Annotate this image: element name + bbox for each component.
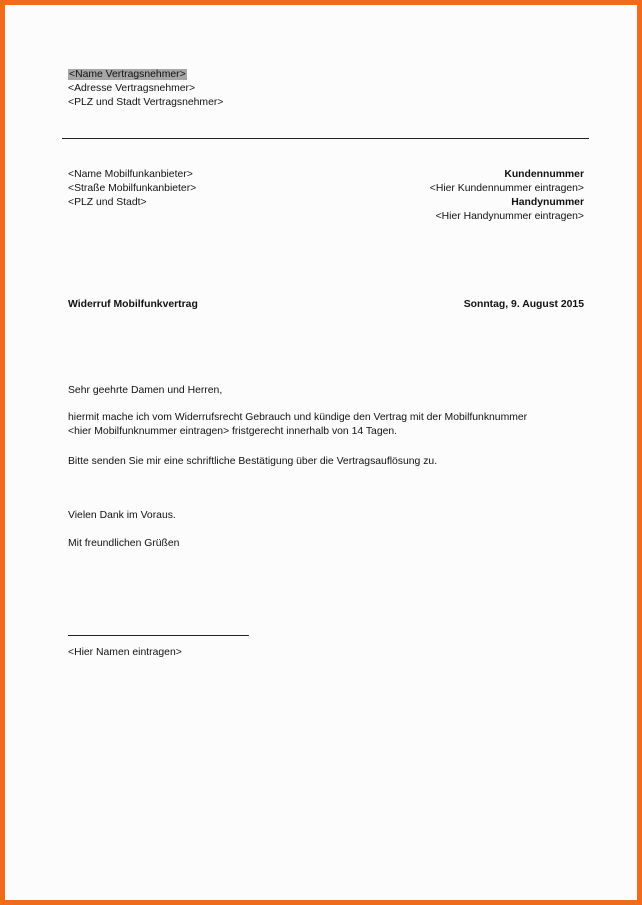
- sender-address: <Adresse Vertragsnehmer>: [68, 83, 196, 94]
- recipient-block: [68, 168, 196, 210]
- recipient-street: <Straße Mobilfunkanbieter>: [68, 183, 197, 194]
- phone-number-value: <Hier Handynummer eintragen>: [435, 211, 584, 222]
- sender-name[interactable]: <Name Vertragsnehmer>: [69, 69, 186, 80]
- paragraph-1-line-1: hiermit mache ich vom Widerrufsrecht Gebrauch und kündige den Vertrag mit der Mobilfunknummer: [68, 412, 528, 423]
- signature-name: <Hier Namen eintragen>: [68, 647, 182, 658]
- separator-line: [62, 138, 589, 139]
- sender-city: <PLZ und Stadt Vertragsnehmer>: [68, 97, 224, 108]
- phone-number-label: Handynummer: [511, 197, 584, 208]
- customer-info-block: [430, 168, 584, 224]
- signature-line: [68, 635, 249, 636]
- body-paragraph-2: Bitte senden Sie mir eine schriftliche Bestätigung über die Vertragsauflösung zu.: [68, 456, 438, 467]
- recipient-city: <PLZ und Stadt>: [68, 197, 147, 208]
- recipient-name: <Name Mobilfunkanbieter>: [68, 169, 193, 180]
- body-paragraph-1: [68, 411, 527, 439]
- salutation: Sehr geehrte Damen und Herren,: [68, 385, 223, 396]
- customer-number-label: Kundennummer: [504, 169, 584, 180]
- sender-block: [68, 68, 223, 110]
- thanks-line: Vielen Dank im Voraus.: [68, 510, 176, 521]
- letter-subject: Widerruf Mobilfunkvertrag: [68, 299, 198, 310]
- customer-number-value: <Hier Kundennummer eintragen>: [429, 183, 584, 194]
- closing-line: Mit freundlichen Grüßen: [68, 538, 180, 549]
- paragraph-1-line-2: <hier Mobilfunknummer eintragen> fristgerecht innerhalb von 14 Tagen.: [68, 426, 398, 437]
- letter-page: [10, 10, 642, 905]
- letter-date: Sonntag, 9. August 2015: [463, 299, 584, 310]
